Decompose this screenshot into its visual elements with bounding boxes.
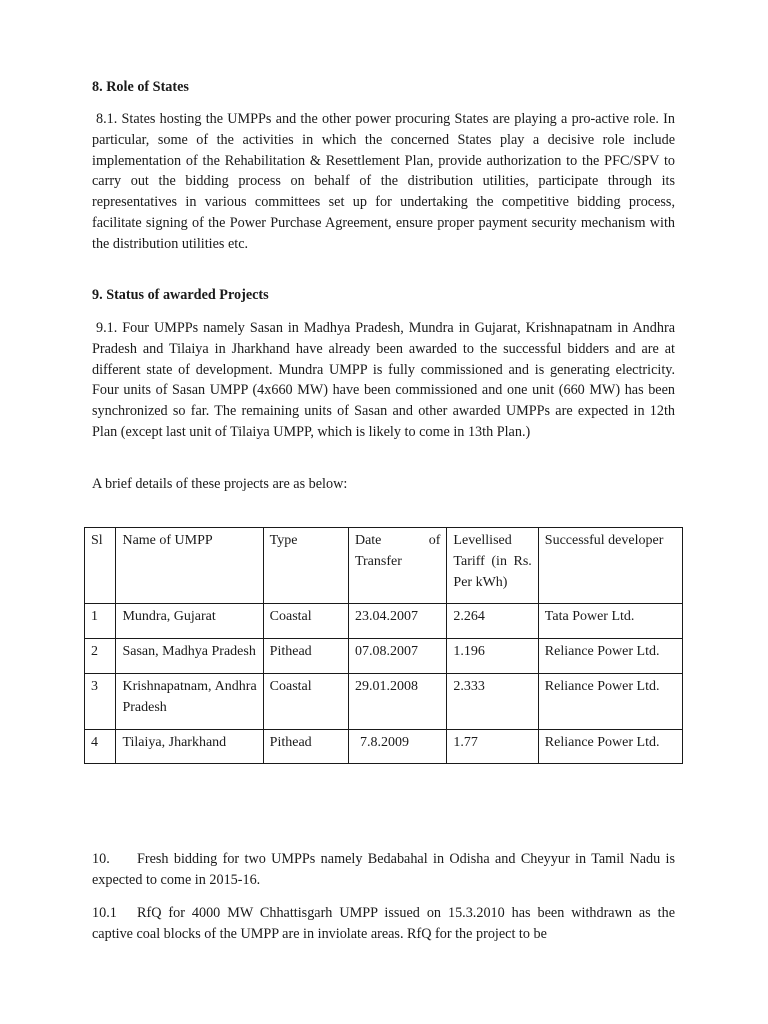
header-developer: Successful developer bbox=[538, 528, 682, 604]
table-row bbox=[85, 729, 683, 764]
document-page bbox=[92, 0, 675, 1024]
table-row bbox=[85, 673, 683, 729]
cell-type: Coastal bbox=[263, 673, 348, 729]
table-intro: A brief details of these projects are as below: bbox=[92, 476, 348, 492]
header-tariff: Levellised Tariff (in Rs. Per kWh) bbox=[447, 528, 538, 604]
cell-developer: Reliance Power Ltd. bbox=[538, 729, 682, 764]
section-9-heading: 9. Status of awarded Projects bbox=[92, 287, 269, 303]
table-row bbox=[85, 604, 683, 639]
cell-date: 7.8.2009 bbox=[348, 729, 446, 764]
cell-developer: Reliance Power Ltd. bbox=[538, 639, 682, 674]
cell-sl: 2 bbox=[85, 639, 116, 674]
header-type: Type bbox=[263, 528, 348, 604]
header-name: Name of UMPP bbox=[116, 528, 263, 604]
cell-tariff: 2.264 bbox=[447, 604, 538, 639]
header-date: Date of Transfer bbox=[348, 528, 446, 604]
section-8-paragraph: 8.1. States hosting the UMPPs and the other power procuring States are playing a pro-active role. In particular, some of the activities in which the concerned States play a decisive role include implementation of the Rehabilitation & Resettlement Plan, provide authorization to the PFC/SPV to carry out the bidding process on behalf of the distribution utilities, participate through its representatives in various committees set up for undertaking the competitive bidding process, facilitate signing of the Power Purchase Agreement, ensure proper payment security mechanism with the distribution utilities etc. bbox=[92, 111, 675, 252]
cell-name: Krishnapatnam, Andhra Pradesh bbox=[116, 673, 263, 729]
section-10-1-number: 10.1 bbox=[92, 905, 117, 921]
cell-date: 07.08.2007 bbox=[348, 639, 446, 674]
table-row bbox=[85, 639, 683, 674]
cell-tariff: 1.196 bbox=[447, 639, 538, 674]
cell-type: Coastal bbox=[263, 604, 348, 639]
section-10-number: 10. bbox=[92, 851, 110, 867]
cell-tariff: 2.333 bbox=[447, 673, 538, 729]
umpp-projects-table bbox=[84, 527, 683, 764]
cell-date: 23.04.2007 bbox=[348, 604, 446, 639]
cell-developer: Reliance Power Ltd. bbox=[538, 673, 682, 729]
cell-sl: 3 bbox=[85, 673, 116, 729]
cell-tariff: 1.77 bbox=[447, 729, 538, 764]
cell-type: Pithead bbox=[263, 639, 348, 674]
section-10-1-paragraph bbox=[92, 903, 675, 945]
table-header-row bbox=[85, 528, 683, 604]
section-10-text: Fresh bidding for two UMPPs namely Bedabahal in Odisha and Cheyyur in Tamil Nadu is expected to come in 2015-16. bbox=[92, 851, 675, 888]
cell-name: Mundra, Gujarat bbox=[116, 604, 263, 639]
cell-developer: Tata Power Ltd. bbox=[538, 604, 682, 639]
header-sl: Sl bbox=[85, 528, 116, 604]
cell-name: Tilaiya, Jharkhand bbox=[116, 729, 263, 764]
cell-date: 29.01.2008 bbox=[348, 673, 446, 729]
cell-sl: 1 bbox=[85, 604, 116, 639]
section-8-heading: 8. Role of States bbox=[92, 79, 189, 95]
cell-type: Pithead bbox=[263, 729, 348, 764]
section-10-paragraph bbox=[92, 849, 675, 891]
section-9-paragraph: 9.1. Four UMPPs namely Sasan in Madhya Pradesh, Mundra in Gujarat, Krishnapatnam in Andhra Pradesh and Tilaiya in Jharkhand have already been awarded to the successful bidders and are at different state of development. Mundra UMPP is fully commissioned and is generating electricity. Four units of Sasan UMPP (4x660 MW) have been commissioned and one unit (660 MW) has been synchronized so far. The remaining units of Sasan and other awarded UMPPs are expected in 12th Plan (except last unit of Tilaiya UMPP, which is likely to come in 13th Plan.) bbox=[92, 320, 675, 440]
section-10-1-text: RfQ for 4000 MW Chhattisgarh UMPP issued on 15.3.2010 has been withdrawn as the captive coal blocks of the UMPP are in inviolate areas. RfQ for the project to be bbox=[92, 905, 675, 942]
cell-sl: 4 bbox=[85, 729, 116, 764]
cell-name: Sasan, Madhya Pradesh bbox=[116, 639, 263, 674]
